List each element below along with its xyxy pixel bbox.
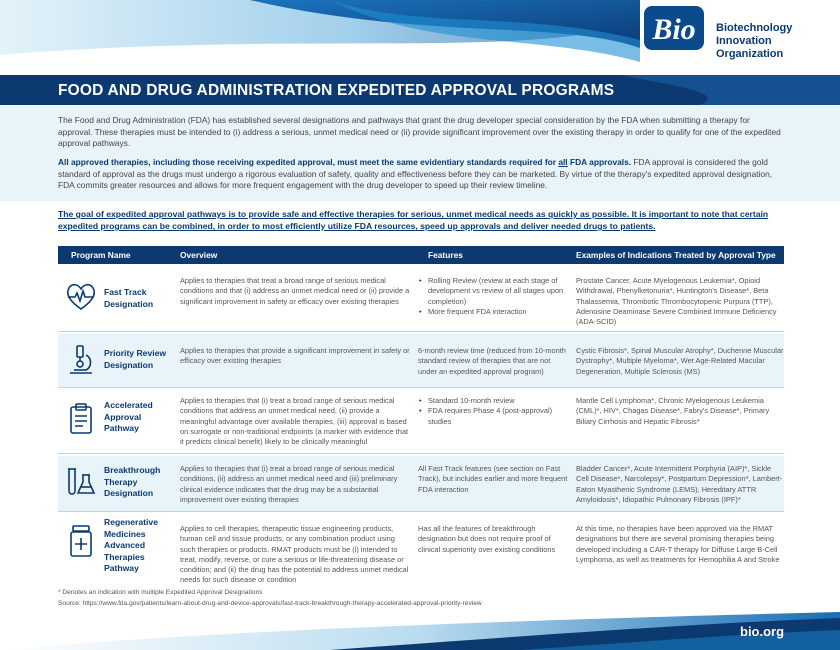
program-examples: At this time, no therapies have been approved via the RMAT designations but there are several promising therapies being developed including a CAR-T therapy for Diffuse Large B-Cell Lymphoma, as well as treatments for Hemophilia A and Stroke <box>576 524 780 564</box>
intro-section <box>0 105 840 201</box>
table-row <box>58 390 784 454</box>
feature-item: • More frequent FDA interaction <box>418 307 566 317</box>
program-features: All Fast Track features (see section on Fast Track), but includes earlier and more frequent FDA interaction <box>418 464 568 494</box>
goal-statement: The goal of expedited approval pathways is to provide safe and effective therapies for serious, unmet medical needs as quickly as possible. It is important to note that certain expedited programs can be combined, in order to most efficiently utilize FDA resources, speed up approvals and deliver needed drugs to patients. <box>58 209 769 231</box>
program-features <box>418 276 566 317</box>
header-overview: Overview <box>180 250 218 260</box>
clipboard-icon <box>64 402 98 436</box>
program-name: Breakthrough Therapy Designation <box>104 465 161 498</box>
program-overview: Applies to therapies that (i) treat a broad range of serious medical conditions, (ii) address an unmet medical need and (iii) preliminary clinical evidence indicates that the drug may be a substantial improvement over existing therapies <box>180 464 398 504</box>
program-name: Fast Track Designation <box>104 287 154 309</box>
title-bar <box>0 75 840 105</box>
logo-org-name: Biotechnology Innovation Organization <box>716 22 793 60</box>
lab-flask-icon <box>64 465 98 499</box>
row-divider <box>58 331 784 332</box>
header-features: Features <box>428 250 463 260</box>
program-examples: Prostate Cancer, Acute Myelogenous Leukemia*, Opioid Withdrawal, Phenylketonuria*, Huntington's Disease*, Beta Thalassemia, Thrombotic Thrombocytopenic Purpura (TTP), Adenosine Deaminase Severe Combined Immune Deficiency (ADA-SCID) <box>576 276 777 327</box>
logo-mark-text: Bio <box>652 13 696 46</box>
footer-decoration <box>0 612 840 650</box>
header-examples: Examples of Indications Treated by Approval Type <box>576 250 776 260</box>
page-title: FOOD AND DRUG ADMINISTRATION EXPEDITED APPROVAL PROGRAMS <box>58 82 615 99</box>
program-overview: Applies to cell therapies, therapeutic tissue engineering products, human cell and tissue products, or any combination product using such therapies or products. RMAT products must be (i) intended to treat, modify, reverse, or cure a serious or life-threatening disease or condition; and (ii) the drug has the potential to address unmet medical needs for such disease or condition <box>180 524 409 585</box>
feature-item: • Standard 10-month review <box>418 396 566 406</box>
header-decoration <box>0 0 640 62</box>
program-examples: Mantle Cell Lymphoma*, Chronic Myelogenous Leukemia (CML)*, HIV*, Chagas Disease*, Fabry's Disease*, Primary Biliary Cirrhosis and Hepatic Fibrosis* <box>576 396 770 426</box>
feature-item: • FDA requires Phase 4 (post-approval) studies <box>418 406 566 427</box>
intro-rest: FDA approval is considered the gold standard of approval as the drugs must undergo a rigorous evaluation of safety, quality and effectiveness before they can be marketed. By virtue of the therapy's expedited approval designation, FDA commits greater resources and allows for more frequent engagement with the drug developer to speed up their review timeline. <box>58 157 773 190</box>
program-features: Has all the features of breakthrough designation but does not require proof of clinical superiority over existing conditions <box>418 524 556 554</box>
bio-logo-mark <box>644 6 704 50</box>
feature-item: • Rolling Review (review at each stage of development vs review of all stages upon completion) <box>418 276 566 307</box>
row-divider <box>58 453 784 454</box>
program-overview: Applies to therapies that (i) treat a broad range of serious medical conditions that address an unmet medical need, (ii) provide a meaningful advantage over available therapies, (iii) approval is based on surrogate or non-traditional endpoints (a marker with evidence that it predicts clinical benefit) likely to be clinically meaningful <box>180 396 409 447</box>
program-examples: Cystic Fibrosis*, Spinal Muscular Atrophy*, Duchenne Muscular Dystrophy*, Multiple Myeloma*, Wet Age-Related Macular Degeneration, Multiple Sclerosis (MS) <box>576 346 784 376</box>
table-row <box>58 456 784 512</box>
heart-pulse-icon <box>64 280 98 314</box>
table-row <box>58 264 784 332</box>
program-overview: Applies to therapies that treat a broad range of serious medical conditions and that (i) address an unmet medical need or (ii) provide a significant improvement in safety or efficacy over existing therapies <box>180 276 410 306</box>
intro-bold-b: FDA approvals. <box>567 157 632 167</box>
intro-bold-a: All approved therapies, including those receiving expedited approval, must meet the same evidentiary standards required for <box>58 157 559 167</box>
program-features <box>418 396 566 427</box>
footnote: * Denotes an indication with multiple Expedited Approval Designations <box>58 589 263 596</box>
table-header <box>58 246 784 264</box>
medicine-bottle-icon <box>64 524 98 558</box>
program-name: Accelerated Approval Pathway <box>104 400 153 433</box>
row-divider <box>58 387 784 388</box>
bio-logo[interactable] <box>644 4 834 62</box>
intro-bold-underline: all <box>558 157 568 167</box>
header-program-name: Program Name <box>71 250 131 260</box>
table-row <box>58 334 784 388</box>
program-features: 6-month review time (reduced from 10-month standard review of therapies that are not under an expedited approval program) <box>418 346 566 376</box>
program-examples: Bladder Cancer*, Acute Intermittent Porphyria (AIP)*, Sickle Cell Disease*, Narcolepsy*, Postpartum Depression*, Lambert-Eaton Myasthenic Syndrome (LEMS), Hereditary ATTR Amyloidosis*, Idiopathic Pulmonary Fibrosis (IPF)* <box>576 464 783 504</box>
title-bar-accent <box>580 75 840 105</box>
intro-paragraph-2 <box>58 157 786 192</box>
program-overview: Applies to therapies that provide a significant improvement in safety or efficacy over existing therapies <box>180 346 410 366</box>
intro-paragraph-1: The Food and Drug Administration (FDA) has established several designations and pathways that grant the drug developer special consideration by the FDA when submitting a therapy for approval. These therapies must be intended to (i) address a serious, unmet medical need or (ii) provide significant improvement over the existing therapy in order to qualify for one of the expedited approval pathways. <box>58 115 781 148</box>
program-name: Priority Review Designation <box>104 348 167 370</box>
table-row <box>58 514 784 586</box>
row-divider <box>58 511 784 512</box>
program-name: Regenerative Medicines Advanced Therapies Pathway <box>104 517 158 573</box>
source-citation: Source: https://www.fda.gov/patients/learn-about-drug-and-device-approvals/fast-track-breakthrough-therapy-accelerated-approval-priority-review <box>58 600 482 607</box>
footer-url-link[interactable]: bio.org <box>740 624 785 639</box>
microscope-icon <box>64 343 98 377</box>
